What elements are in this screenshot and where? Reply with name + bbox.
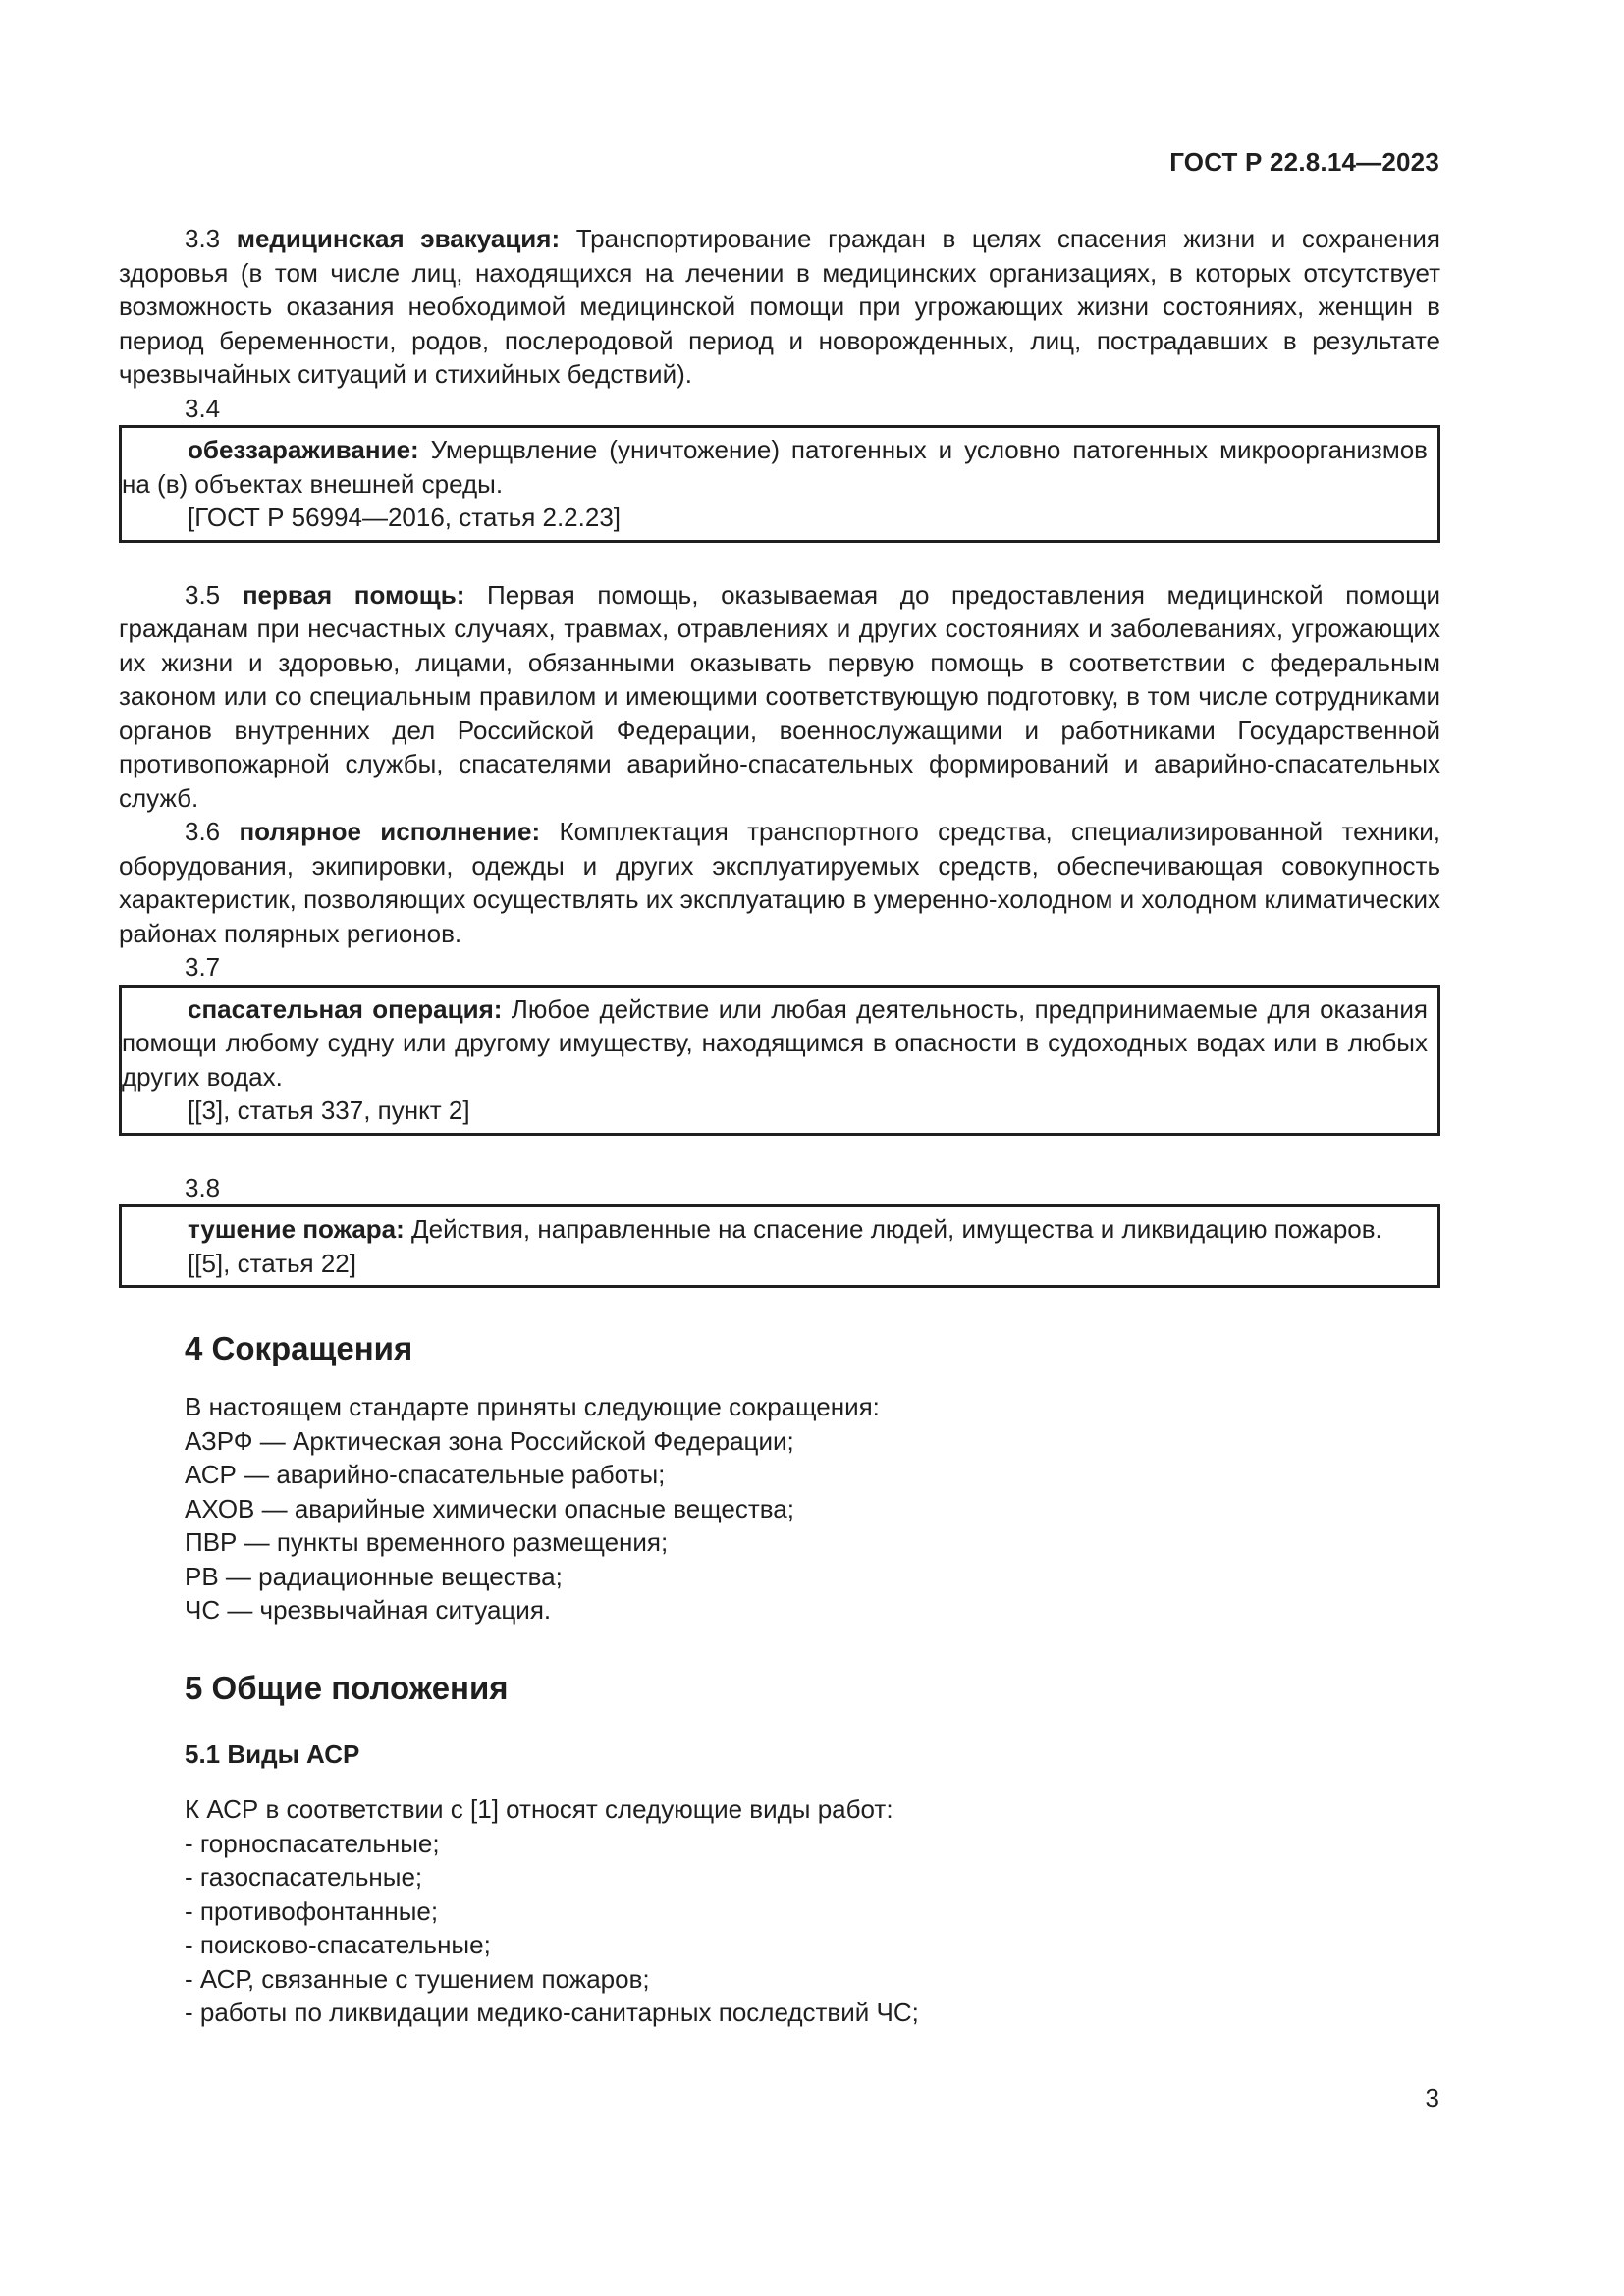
definition-box-3-4 [119,425,1440,543]
term: полярное исполнение: [239,817,541,846]
clause-number: 3.3 [185,224,237,253]
section-4-intro: В настоящем стандарте приняты следующие сокращения: [185,1392,880,1421]
clause-number: 3.6 [185,817,240,846]
term: обеззараживание: [188,435,419,464]
abbreviation-item: АСР — аварийно-спасательные работы; [185,1460,666,1489]
clause-number: 3.5 [185,579,243,610]
abbreviation-item: ЧС — чрезвычайная ситуация. [185,1595,552,1625]
definition-3-3 [119,222,1440,392]
term: спасательная операция: [188,993,503,1024]
clause-number-3-4: 3.4 [185,393,221,423]
definition-text: Любое действие или любая деятельность, предпринимаемые для оказания помощи любому судну или другому имуществу, находящимся в опасности в судоходных водах или в любых других водах. [122,993,1428,1092]
definition-text: Транспортирование граждан в целях спасения жизни и сохранения здоровья (в том числе лиц, находящихся на лечении в медицинских организациях, в которых отсутствует возможность оказания необходимой медицинской помощи при угрожающих жизни состояниях, женщин в период беременности, родов, послеродовой период и новорожденных, лиц, пострадавших в результате чрезвычайных ситуаций и стихийных бедствий). [119,224,1440,389]
section-4-title: 4 Сокращения [185,1330,413,1366]
section-5-1-intro: К АСР в соответствии с [1] относят следующие виды работ: [185,1794,893,1824]
work-type-item: - газоспасательные; [185,1862,423,1892]
definition-source: [[3], статья 337, пункт 2] [188,1095,470,1125]
work-type-item: - противофонтанные; [185,1896,439,1926]
definition-3-6 [119,815,1440,950]
definition-box-3-7 [119,985,1440,1136]
definition-text: Действия, направленные на спасение людей, имущества и ликвидацию пожаров. [404,1214,1382,1244]
abbreviation-item: АЗРФ — Арктическая зона Российской Федерации; [185,1425,794,1456]
term: первая помощь: [242,579,465,610]
definition-source: [ГОСТ Р 56994—2016, статья 2.2.23] [188,503,622,532]
subsection-5-1-title: 5.1 Виды АСР [185,1738,360,1769]
definition-3-8 [122,1212,1428,1247]
abbreviation-item: АХОВ — аварийные химически опасные вещества; [185,1493,794,1523]
work-type-item: - горноспасательные; [185,1828,440,1858]
document-header: ГОСТ Р 22.8.14—2023 [1169,147,1439,177]
clause-number-3-7: 3.7 [185,952,221,982]
page-number: 3 [1425,2083,1439,2112]
term: медицинская эвакуация: [236,224,561,253]
work-type-item: - АСР, связанные с тушением пожаров; [185,1963,650,1994]
definition-box-3-8 [119,1204,1440,1288]
definition-text: Первая помощь, оказываемая до предоставления медицинской помощи гражданам при несчастных случаях, травмах, отравлениях и других состояниях и заболеваниях, угрожающих их жизни и здоровью, лицами, обязанными оказывать первую помощь в соответствии с федеральным законом или со специальным правилом и имеющими соответствующую подготовку, в том числе сотрудниками органов внутренних дел Российской Федерации, военнослужащими и работниками Государственной противопожарной службы, спасателями аварийно-спасательных формирований и аварийно-спасательных служб. [119,579,1440,813]
work-type-item: - работы по ликвидации медико-санитарных последствий ЧС; [185,1998,919,2027]
abbreviation-item: РВ — радиационные вещества; [185,1561,563,1591]
clause-number-3-8: 3.8 [185,1172,221,1202]
definition-source: [[5], статья 22] [188,1248,356,1278]
section-5-title: 5 Общие положения [185,1669,509,1706]
definition-3-4 [122,433,1428,501]
definition-3-5 [119,578,1440,816]
definition-text: Комплектация транспортного средства, специализированной техники, оборудования, экипировки, одежды и других эксплуатируемых средств, обеспечивающая совокупность характеристик, позволяющих осуществлять их эксплуатацию в умеренно-холодном и холодном климатических районах полярных регионов. [119,817,1440,948]
document-body [119,222,1440,2030]
work-type-item: - поисково-спасательные; [185,1930,491,1959]
definition-3-7 [122,992,1428,1095]
term: тушение пожара: [188,1214,405,1244]
definition-text: Умерщвление (уничтожение) патогенных и условно патогенных микроорганизмов на (в) объектах внешней среды. [122,435,1428,499]
abbreviation-item: ПВР — пункты временного размещения; [185,1527,669,1557]
